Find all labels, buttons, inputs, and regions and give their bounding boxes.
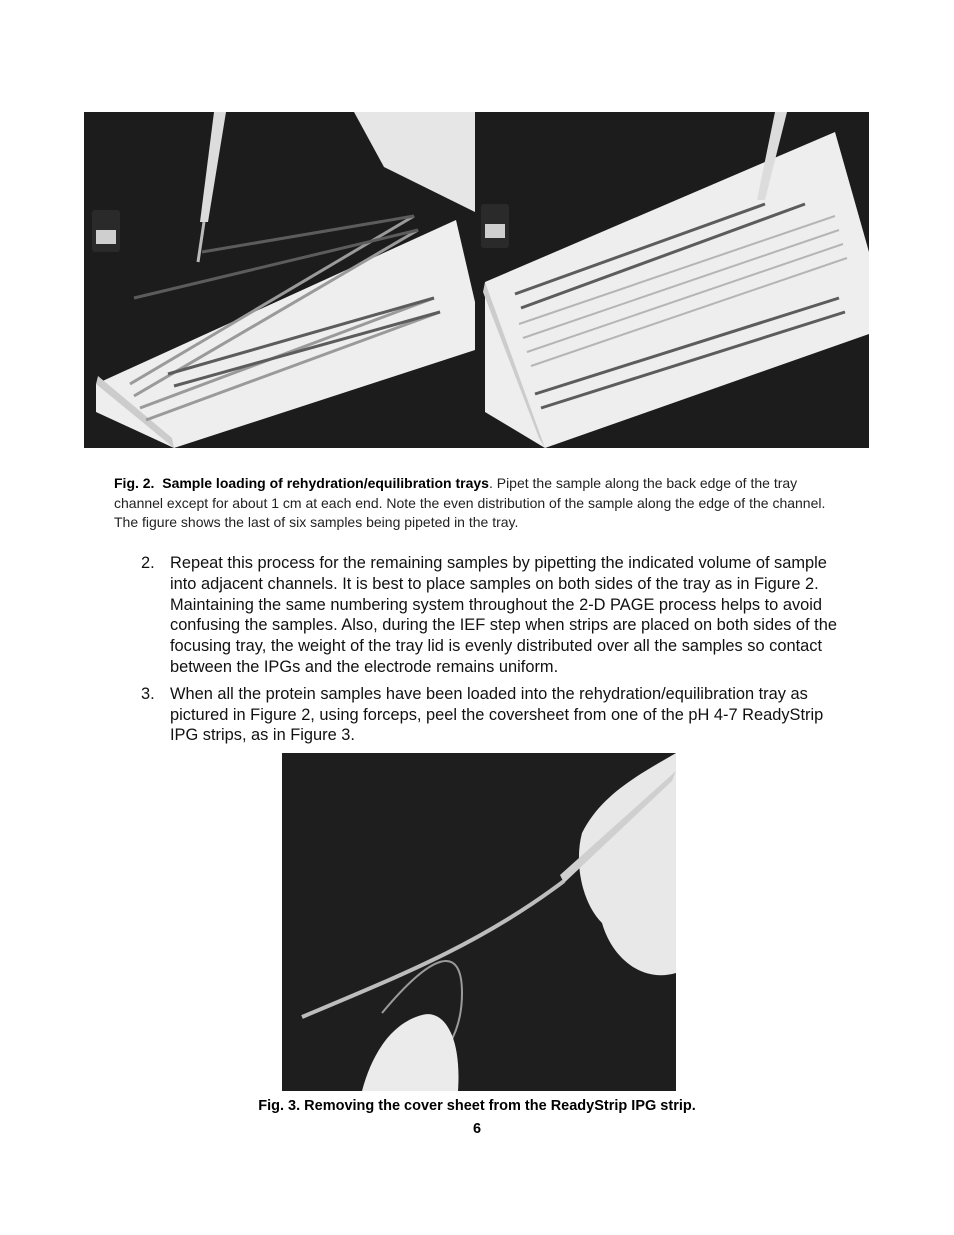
step-number: 2. xyxy=(141,554,155,572)
figure-2-label: Fig. 2. xyxy=(114,475,155,491)
page-number: 6 xyxy=(472,1121,482,1137)
step-2 xyxy=(141,553,841,678)
step-number: 3. xyxy=(141,684,155,703)
fig2-photo-right xyxy=(475,112,869,448)
step-3 xyxy=(141,684,841,746)
tray-pipette-illustration xyxy=(84,112,475,448)
fig3-photo xyxy=(282,753,676,1091)
figure-2-title: Sample loading of rehydration/equilibration trays xyxy=(162,475,489,491)
step-text: When all the protein samples have been loaded into the rehydration/equilibration tray as pictured in Figure 2, using forceps, peel the coversheet from one of the pH 4-7 ReadyStrip IPG strips, as in Figure 3. xyxy=(170,684,824,745)
step-text: Repeat this process for the remaining samples by pipetting the indicated volume of sample into adjacent channels. It is best to place samples on both sides of the tray as in Figure 2. Maintaining the same numbering system throughout the 2-D PAGE process helps to avoid confusing the samples. Also, during the IEF step when strips are placed on both sides of the focusing tray, the weight of the tray lid is evenly distributed over all the samples so contact between the IPGs and the electrode remains uniform. xyxy=(170,554,837,676)
figure-3-caption: Fig. 3. Removing the cover sheet from the ReadyStrip IPG strip. xyxy=(258,1098,696,1114)
forceps-strip-illustration xyxy=(282,753,676,1091)
figure-2-caption xyxy=(114,474,849,533)
fig2-photo-left xyxy=(84,112,475,448)
tray-pipette-illustration xyxy=(475,112,869,448)
procedure-steps xyxy=(141,553,841,752)
figure-2-text: . Pipet the sample along the back edge of the tray channel except for about 1 cm at each end. Note the even distribution of the sample along the edge of the channel. The figure shows the last of six samples being pipeted in the tray. xyxy=(114,475,826,530)
